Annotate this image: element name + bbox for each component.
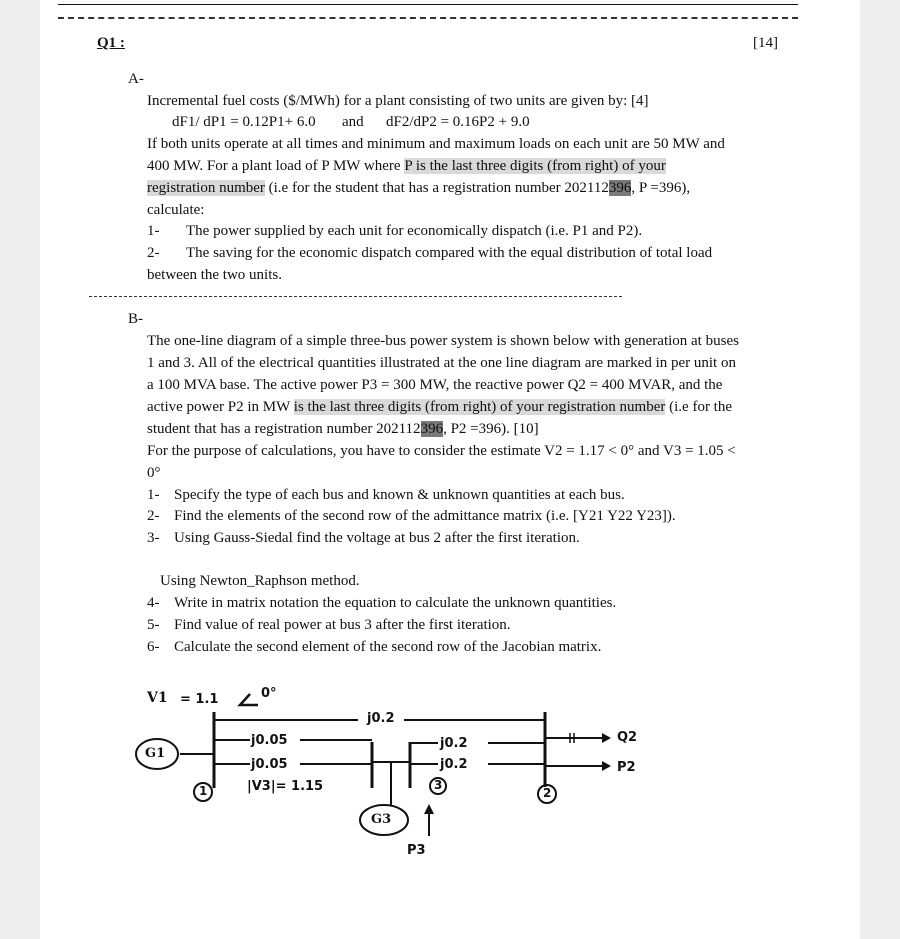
list-item-number: 5-: [147, 617, 160, 633]
q2-arrow-icon: [602, 733, 611, 743]
impedance-2-3-a: j0.2: [440, 736, 468, 751]
list-item-number: 4-: [147, 595, 160, 611]
bus-3-number: 3: [434, 778, 443, 792]
list-item: Specify the type of each bus and known & unknown quantities at each bus.: [174, 487, 625, 503]
list-item: Find value of real power at bus 3 after the first iteration.: [174, 617, 511, 633]
bus-1-number: 1: [199, 784, 208, 798]
equation-and: and: [342, 114, 364, 130]
list-item: The power supplied by each unit for economically dispatch (i.e. P1 and P2).: [186, 223, 643, 239]
q2-label: Q2: [617, 730, 638, 745]
v1-label: V1: [147, 690, 168, 706]
impedance-1-3-b: j0.05: [251, 757, 288, 772]
part-b-line-4: active power P2 in MW is the last three digits (from right) of your registration number (i.e for the: [147, 399, 733, 415]
generator-1-label: G1: [145, 746, 166, 761]
part-b-line-1: The one-line diagram of a simple three-bus power system is shown below with generation at buses: [147, 333, 739, 349]
generator-3-label: G3: [371, 812, 392, 827]
part-b-line-3: a 100 MVA base. The active power P3 = 300 MW, the reactive power Q2 = 400 MVAR, and the: [147, 377, 723, 393]
list-item: Using Gauss-Siedal find the voltage at bus 2 after the first iteration.: [174, 530, 580, 546]
list-item-number: 1-: [147, 487, 160, 503]
v3-magnitude-label: |V3|= 1.15: [247, 779, 324, 794]
highlight: registration number: [147, 180, 265, 196]
list-item: The saving for the economic dispatch compared with the equal distribution of total load: [186, 245, 713, 261]
highlight: is the last three digits (from right) of your registration number: [293, 399, 666, 415]
list-item-number: 1-: [147, 223, 160, 239]
list-item-number: 3-: [147, 530, 160, 546]
impedance-1-3-a: j0.05: [251, 733, 288, 748]
list-item: Find the elements of the second row of the admittance matrix (i.e. [Y21 Y22 Y23]).: [174, 508, 676, 524]
list-item: Write in matrix notation the equation to calculate the unknown quantities.: [174, 595, 617, 611]
bus-2-number: 2: [543, 786, 552, 800]
part-a-line-3: registration number (i.e for the student that has a registration number 202112396, P =396),: [147, 180, 691, 196]
part-a-line-4: calculate:: [147, 202, 205, 218]
v1-magnitude: = 1.1: [180, 692, 219, 707]
highlight-digits: 396: [608, 180, 632, 196]
p3-label: P3: [407, 843, 426, 858]
highlight-digits: 396: [420, 421, 444, 437]
part-b-label: B-: [128, 311, 143, 327]
part-a-line-2: 400 MW. For a plant load of P MW where P is the last three digits (from right) of your: [147, 158, 666, 174]
question-marks: [14]: [753, 35, 778, 51]
list-item-number: 2-: [147, 508, 160, 524]
part-b-line-2: 1 and 3. All of the electrical quantities illustrated at the one line diagram are marked in per unit on: [147, 355, 736, 371]
highlight: P is the last three digits (from right) of your: [404, 158, 666, 174]
p3-arrow-icon: [424, 804, 434, 814]
part-b-line-6: For the purpose of calculations, you have to consider the estimate V2 = 1.17 < 0° and V3 = 1.05 <: [147, 443, 736, 459]
question-label: Q1 :: [97, 35, 125, 51]
v1-angle: 0°: [261, 686, 277, 701]
part-b-line-7: 0°: [147, 465, 161, 481]
part-a-intro: Incremental fuel costs ($/MWh) for a plant consisting of two units are given by: [4]: [147, 93, 649, 109]
part-b-line-5: student that has a registration number 202112396, P2 =396). [10]: [147, 421, 539, 437]
p2-label: P2: [617, 760, 636, 775]
angle-icon: [240, 694, 258, 705]
newton-raphson-heading: Using Newton_Raphson method.: [160, 573, 360, 589]
part-a-label: A-: [128, 71, 144, 87]
equation-2: dF2/dP2 = 0.16P2 + 9.0: [386, 114, 530, 130]
p2-arrow-icon: [602, 761, 611, 771]
impedance-2-3-b: j0.2: [440, 757, 468, 772]
impedance-1-2: j0.2: [367, 711, 395, 726]
list-item-number: 6-: [147, 639, 160, 655]
part-a-line-1: If both units operate at all times and minimum and maximum loads on each unit are 50 MW and: [147, 136, 725, 152]
equation-1: dF1/ dP1 = 0.12P1+ 6.0: [172, 114, 316, 130]
list-item: Calculate the second element of the second row of the Jacobian matrix.: [174, 639, 602, 655]
part-a-continuation: between the two units.: [147, 267, 282, 283]
list-item-number: 2-: [147, 245, 160, 261]
